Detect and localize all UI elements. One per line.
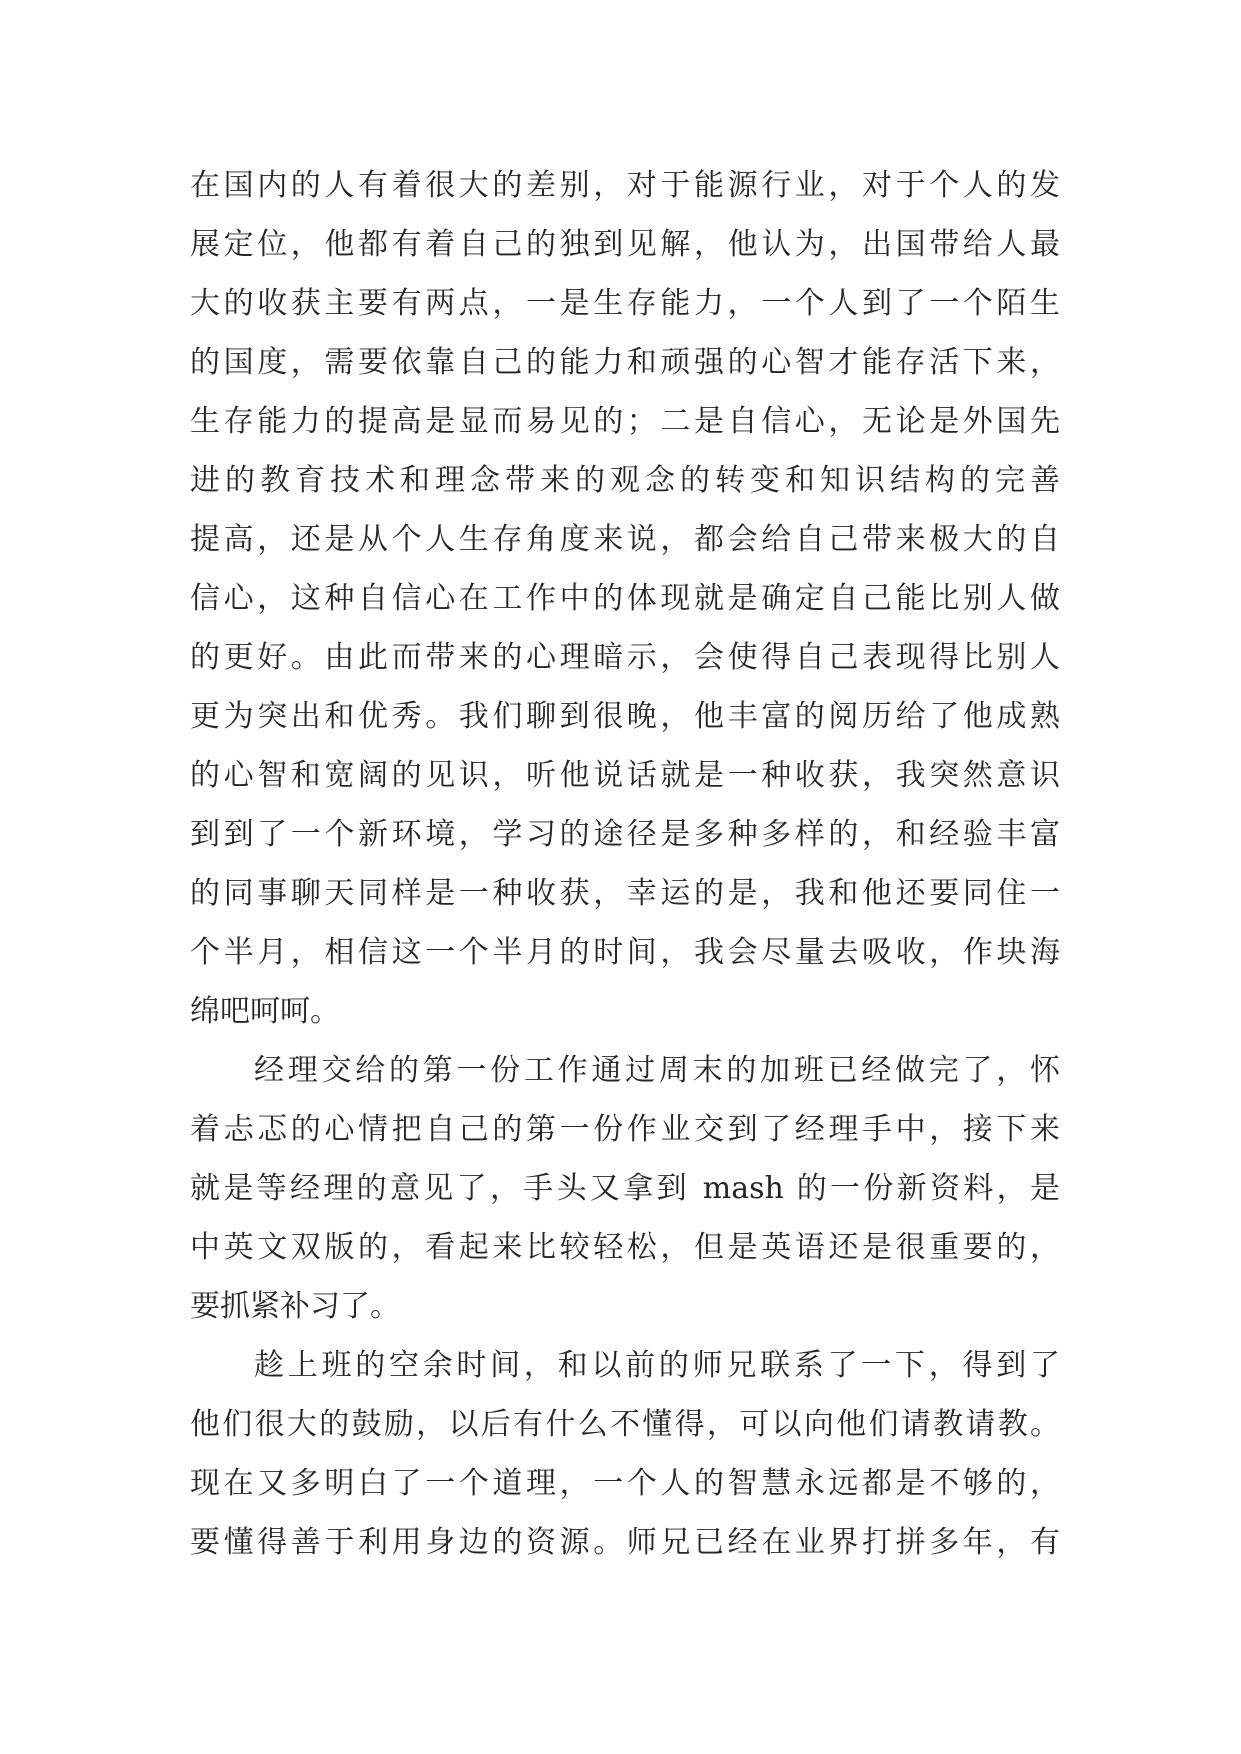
text-line: 要懂得善于利用身边的资源。师兄已经在业界打拼多年，有 [190, 1525, 1060, 1560]
body-text [190, 156, 1060, 1572]
text-line: 的更好。由此而带来的心理暗示，会使得自己表现得比别人 [190, 640, 1060, 675]
text-line: 提高，还是从个人生存角度来说，都会给自己带来极大的自 [190, 522, 1060, 557]
text-line: 在国内的人有着很大的差别，对于能源行业，对于个人的发 [190, 168, 1060, 203]
text-line: 个半月，相信这一个半月的时间，我会尽量去吸收，作块海 [190, 935, 1060, 970]
text-line: 进的教育技术和理念带来的观念的转变和知识结构的完善 [190, 463, 1060, 498]
text-line: 的心智和宽阔的见识，听他说话就是一种收获，我突然意识 [190, 758, 1060, 793]
text-line: 着忐忑的心情把自己的第一份作业交到了经理手中，接下来 [190, 1112, 1060, 1147]
text-line: 大的收获主要有两点，一是生存能力，一个人到了一个陌生 [190, 286, 1060, 321]
text-line: 他们很大的鼓励，以后有什么不懂得，可以向他们请教请教。 [190, 1407, 1060, 1442]
text-line: 生存能力的提高是显而易见的；二是自信心，无论是外国先 [190, 404, 1060, 439]
text-line: 就是等经理的意见了，手头又拿到 mash 的一份新资料，是 [190, 1171, 1060, 1206]
text-line: 的同事聊天同样是一种收获，幸运的是，我和他还要同住一 [190, 876, 1060, 911]
text-line: 现在又多明白了一个道理，一个人的智慧永远都是不够的， [190, 1466, 1060, 1501]
text-line: 信心，这种自信心在工作中的体现就是确定自己能比别人做 [190, 581, 1060, 616]
text-line: 中英文双版的，看起来比较轻松，但是英语还是很重要的， [190, 1230, 1060, 1265]
text-line: 绵吧呵呵。 [190, 994, 340, 1029]
paragraph-1 [190, 156, 1060, 1041]
text-line: 更为突出和优秀。我们聊到很晚，他丰富的阅历给了他成熟 [190, 699, 1060, 734]
text-line: 趁上班的空余时间，和以前的师兄联系了一下，得到了 [254, 1348, 1060, 1383]
text-line: 要抓紧补习了。 [190, 1289, 400, 1324]
text-line: 到到了一个新环境，学习的途径是多种多样的，和经验丰富 [190, 817, 1060, 852]
text-line: 经理交给的第一份工作通过周末的加班已经做完了，怀 [254, 1053, 1060, 1088]
paragraph-3 [190, 1336, 1060, 1572]
paragraph-2 [190, 1041, 1060, 1336]
text-line: 展定位，他都有着自己的独到见解，他认为，出国带给人最 [190, 227, 1060, 262]
text-line: 的国度，需要依靠自己的能力和顽强的心智才能存活下来， [190, 345, 1060, 380]
